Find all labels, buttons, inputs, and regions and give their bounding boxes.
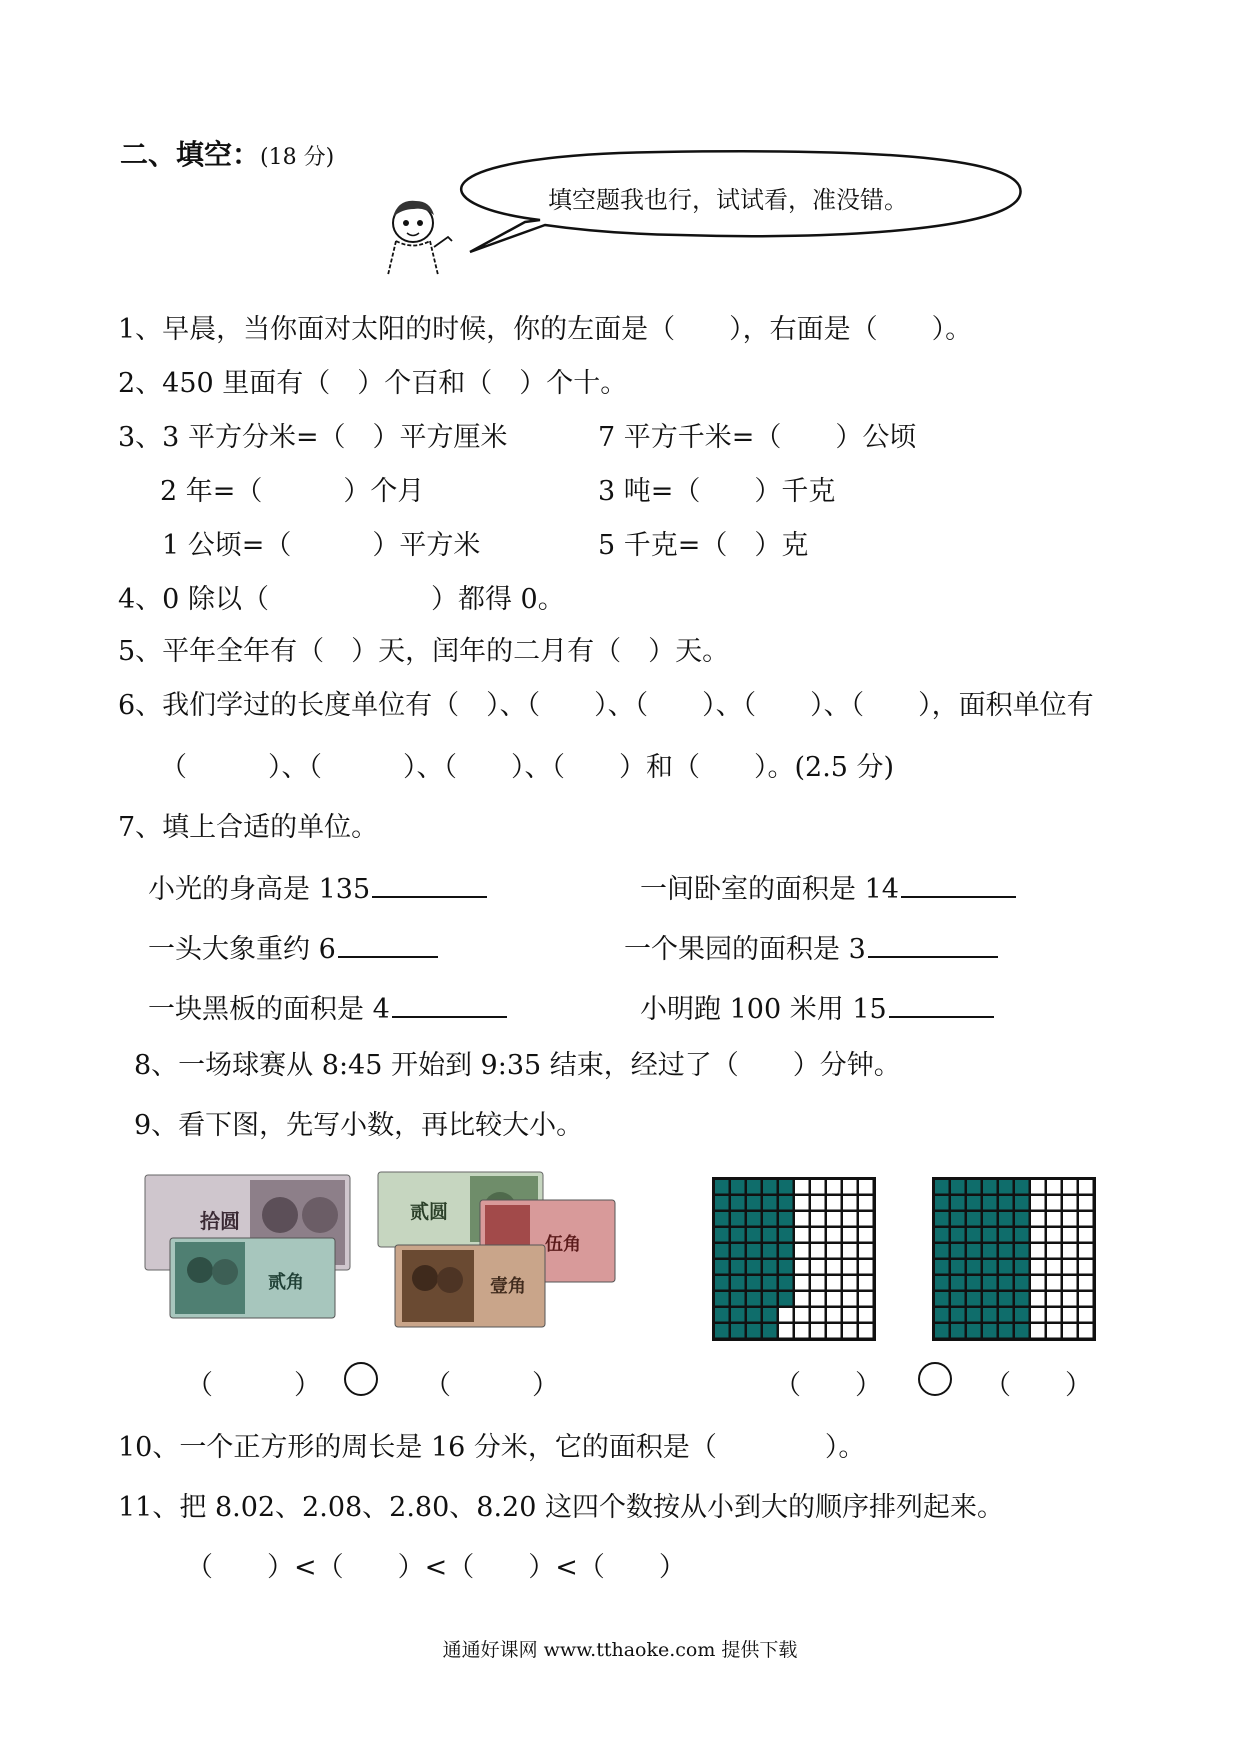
note-two-yuan-label: 贰圆 xyxy=(410,1201,449,1223)
grid-cell-shaded xyxy=(951,1196,965,1210)
grid-cell-shaded xyxy=(935,1292,949,1306)
grid-cell-shaded xyxy=(731,1276,745,1290)
grid-cell xyxy=(811,1324,825,1338)
grid-cell-shaded xyxy=(999,1212,1013,1226)
grid-cell-shaded xyxy=(999,1196,1013,1210)
grid-cell-shaded xyxy=(967,1196,981,1210)
grid-cell-shaded xyxy=(983,1196,997,1210)
grid-cell-shaded xyxy=(999,1244,1013,1258)
grid-cell-shaded xyxy=(1015,1276,1029,1290)
grid-cell xyxy=(795,1276,809,1290)
grid-cell-shaded xyxy=(967,1308,981,1322)
grid-cell-shaded xyxy=(779,1260,793,1274)
grid-cell xyxy=(811,1276,825,1290)
grid-cell-shaded xyxy=(747,1292,761,1306)
grid-cell xyxy=(859,1180,873,1194)
grid-cell xyxy=(1063,1196,1077,1210)
grid-cell xyxy=(1063,1260,1077,1274)
grid-cell-shaded xyxy=(967,1180,981,1194)
question-6-a: 6、我们学过的长度单位有（ ）、（ ）、（ ）、（ ）、（ ），面积单位有 xyxy=(118,690,1094,721)
grid-cell-shaded xyxy=(747,1228,761,1242)
grid-cell-shaded xyxy=(967,1228,981,1242)
grid-cell-shaded xyxy=(983,1260,997,1274)
q9-blank-2[interactable]: （ ） xyxy=(424,1370,559,1401)
grid-cell xyxy=(843,1324,857,1338)
grid-cell xyxy=(811,1180,825,1194)
grid-cell-shaded xyxy=(1015,1180,1029,1194)
question-3-a: 3、3 平方分米=（ ）平方厘米 xyxy=(118,422,508,453)
grid-cell-shaded xyxy=(983,1228,997,1242)
grid-cell-shaded xyxy=(747,1244,761,1258)
grid-cell-shaded xyxy=(747,1276,761,1290)
grid-cell xyxy=(811,1228,825,1242)
grid-cell xyxy=(1063,1228,1077,1242)
grid-cell xyxy=(1079,1228,1093,1242)
grid-cell-shaded xyxy=(715,1324,729,1338)
grid-cell-shaded xyxy=(1015,1228,1029,1242)
grid-cell-shaded xyxy=(747,1324,761,1338)
grid-cell xyxy=(843,1212,857,1226)
question-11: 11、把 8.02、2.08、2.80、8.20 这四个数按从小到大的顺序排列起来。 xyxy=(118,1492,1004,1523)
question-7-b xyxy=(640,870,1016,908)
grid-cell xyxy=(1079,1196,1093,1210)
grid-cell-shaded xyxy=(935,1212,949,1226)
grid-cell xyxy=(859,1292,873,1306)
grid-cell xyxy=(795,1308,809,1322)
grid-cell xyxy=(1079,1324,1093,1338)
grid-cell xyxy=(843,1308,857,1322)
grid-cell-shaded xyxy=(951,1260,965,1274)
hundred-grid-2 xyxy=(932,1177,1100,1342)
grid-cell-shaded xyxy=(999,1180,1013,1194)
question-9: 9、看下图，先写小数，再比较大小。 xyxy=(134,1110,584,1141)
grid-cell xyxy=(827,1196,841,1210)
grid-cell xyxy=(1079,1260,1093,1274)
section-title-text: 二、填空： xyxy=(120,138,261,171)
grid-cell-shaded xyxy=(715,1292,729,1306)
grid-cell-shaded xyxy=(731,1228,745,1242)
grid-cell xyxy=(1063,1212,1077,1226)
grid-cell xyxy=(1031,1260,1045,1274)
grid-cell-shaded xyxy=(747,1196,761,1210)
grid-cell xyxy=(1079,1212,1093,1226)
grid-cell-shaded xyxy=(779,1276,793,1290)
question-7-d xyxy=(624,930,998,968)
grid-cell xyxy=(1031,1276,1045,1290)
question-7-a-text: 小光的身高是 135 xyxy=(148,874,371,905)
grid-cell xyxy=(859,1244,873,1258)
grid-cell xyxy=(1079,1276,1093,1290)
grid-cell xyxy=(795,1292,809,1306)
grid-cell-shaded xyxy=(983,1308,997,1322)
grid-cell-shaded xyxy=(951,1308,965,1322)
grid-cell xyxy=(1031,1308,1045,1322)
grid-cell-shaded xyxy=(951,1276,965,1290)
grid-cell-shaded xyxy=(731,1196,745,1210)
answer-blank[interactable] xyxy=(889,990,994,1018)
question-7-d-text: 一个果园的面积是 3 xyxy=(624,934,866,965)
grid-cell-shaded xyxy=(935,1228,949,1242)
grid-cell-shaded xyxy=(999,1292,1013,1306)
grid-cell-shaded xyxy=(1015,1292,1029,1306)
grid-cell-shaded xyxy=(967,1244,981,1258)
grid-cell xyxy=(1047,1228,1061,1242)
q9-blank-4[interactable]: （ ） xyxy=(984,1370,1092,1401)
answer-blank[interactable] xyxy=(338,930,438,958)
note-two-jiao xyxy=(170,1238,335,1318)
grid-cell-shaded xyxy=(763,1228,777,1242)
grid-cell-shaded xyxy=(763,1292,777,1306)
grid-cell-shaded xyxy=(935,1196,949,1210)
grid-cell xyxy=(1047,1292,1061,1306)
grid-cell-shaded xyxy=(763,1308,777,1322)
banknotes-image xyxy=(140,1170,620,1340)
question-7-b-text: 一间卧室的面积是 14 xyxy=(640,874,899,905)
grid-cell-shaded xyxy=(763,1276,777,1290)
grid-cell-shaded xyxy=(715,1228,729,1242)
section-points: (18 分) xyxy=(260,145,335,170)
answer-blank[interactable] xyxy=(901,870,1016,898)
grid-cell xyxy=(1031,1196,1045,1210)
grid-cell xyxy=(811,1308,825,1322)
grid-cell-shaded xyxy=(779,1196,793,1210)
answer-blank[interactable] xyxy=(392,990,507,1018)
grid-cell-shaded xyxy=(967,1276,981,1290)
grid-cell xyxy=(859,1212,873,1226)
question-3-d: 3 吨=（ ）千克 xyxy=(598,476,836,507)
question-7: 7、填上合适的单位。 xyxy=(118,812,379,843)
bubble-text: 填空题我也行，试试看，准没错。 xyxy=(548,186,908,214)
grid-cell xyxy=(827,1180,841,1194)
grid-cell-shaded xyxy=(763,1244,777,1258)
note-two-jiao-label: 贰角 xyxy=(268,1272,304,1293)
grid-cell xyxy=(859,1260,873,1274)
grid-cell-shaded xyxy=(935,1308,949,1322)
grid-cell xyxy=(827,1228,841,1242)
question-7-c xyxy=(148,930,438,968)
grid-cell-shaded xyxy=(999,1276,1013,1290)
grid-cell-shaded xyxy=(731,1244,745,1258)
grid-cell xyxy=(1063,1308,1077,1322)
grid-cell-shaded xyxy=(715,1244,729,1258)
compare-circle-1[interactable] xyxy=(344,1362,378,1396)
grid-cell xyxy=(795,1196,809,1210)
question-7-e-text: 一块黑板的面积是 4 xyxy=(148,994,390,1025)
note-one-jiao-label: 壹角 xyxy=(490,1276,526,1297)
grid-cell-shaded xyxy=(983,1292,997,1306)
grid-cell xyxy=(779,1308,793,1322)
grid-cell-shaded xyxy=(763,1324,777,1338)
grid-cell xyxy=(1047,1196,1061,1210)
grid-cell-shaded xyxy=(763,1196,777,1210)
grid-cell xyxy=(1047,1276,1061,1290)
grid-cell xyxy=(1063,1180,1077,1194)
grid-cell xyxy=(811,1212,825,1226)
grid-cell-shaded xyxy=(747,1212,761,1226)
grid-cell-shaded xyxy=(1015,1260,1029,1274)
grid-cell xyxy=(811,1196,825,1210)
grid-cell-shaded xyxy=(731,1292,745,1306)
note-one-jiao xyxy=(395,1245,545,1327)
grid-cell xyxy=(795,1180,809,1194)
hundred-grid-1 xyxy=(712,1177,880,1342)
grid-cell xyxy=(1031,1180,1045,1194)
grid-cell-shaded xyxy=(935,1260,949,1274)
grid-cell-shaded xyxy=(951,1180,965,1194)
grid-cell xyxy=(1047,1308,1061,1322)
grid-cell xyxy=(795,1324,809,1338)
question-10: 10、一个正方形的周长是 16 分米，它的面积是（ ）。 xyxy=(118,1432,866,1463)
question-3-e: 1 公顷=（ ）平方米 xyxy=(162,530,481,561)
grid-cell-shaded xyxy=(731,1308,745,1322)
grid-cell-shaded xyxy=(935,1324,949,1338)
question-3-b: 7 平方千米=（ ）公顷 xyxy=(598,422,917,453)
grid-cell-shaded xyxy=(747,1260,761,1274)
grid-cell-shaded xyxy=(1015,1244,1029,1258)
grid-cell xyxy=(811,1244,825,1258)
grid-cell xyxy=(1047,1244,1061,1258)
grid-cell-shaded xyxy=(779,1292,793,1306)
grid-cell-shaded xyxy=(935,1276,949,1290)
grid-cell xyxy=(1063,1244,1077,1258)
grid-cell xyxy=(795,1228,809,1242)
question-8: 8、一场球赛从 8:45 开始到 9:35 结束，经过了（ ）分钟。 xyxy=(134,1050,901,1081)
grid-cell-shaded xyxy=(763,1260,777,1274)
question-7-a xyxy=(148,870,487,908)
grid-cell-shaded xyxy=(779,1228,793,1242)
grid-cell xyxy=(811,1292,825,1306)
grid-cell-shaded xyxy=(983,1212,997,1226)
grid-cell xyxy=(795,1212,809,1226)
grid-cell xyxy=(859,1228,873,1242)
grid-cell-shaded xyxy=(763,1180,777,1194)
grid-cell xyxy=(843,1292,857,1306)
question-7-f xyxy=(640,990,994,1028)
grid-cell-shaded xyxy=(935,1244,949,1258)
grid-cell-shaded xyxy=(983,1324,997,1338)
grid-cell xyxy=(827,1292,841,1306)
grid-cell xyxy=(779,1324,793,1338)
grid-cell-shaded xyxy=(747,1308,761,1322)
question-6-b: （ ）、（ ）、（ ）、（ ）和（ ）。(2.5 分) xyxy=(160,752,895,783)
grid-cell xyxy=(859,1196,873,1210)
grid-cell-shaded xyxy=(779,1212,793,1226)
grid-cell xyxy=(795,1260,809,1274)
question-7-c-text: 一头大象重约 6 xyxy=(148,934,336,965)
grid-cell xyxy=(843,1244,857,1258)
grid-cell-shaded xyxy=(951,1212,965,1226)
grid-cell-shaded xyxy=(983,1276,997,1290)
compare-circle-2[interactable] xyxy=(918,1362,952,1396)
grid-cell-shaded xyxy=(715,1260,729,1274)
grid-cell xyxy=(1031,1292,1045,1306)
grid-cell xyxy=(1031,1212,1045,1226)
question-1: 1、早晨，当你面对太阳的时候，你的左面是（ ），右面是（ ）。 xyxy=(118,314,973,345)
grid-cell xyxy=(1063,1292,1077,1306)
grid-cell-shaded xyxy=(715,1276,729,1290)
grid-cell-shaded xyxy=(967,1212,981,1226)
section-title xyxy=(120,133,334,173)
grid-cell xyxy=(827,1308,841,1322)
grid-cell-shaded xyxy=(747,1180,761,1194)
grid-cell-shaded xyxy=(951,1244,965,1258)
grid-cell xyxy=(1031,1244,1045,1258)
grid-cell-shaded xyxy=(983,1180,997,1194)
note-ten-yuan-label: 拾圆 xyxy=(200,1209,240,1233)
grid-cell-shaded xyxy=(999,1228,1013,1242)
grid-cell-shaded xyxy=(967,1260,981,1274)
grid-cell xyxy=(843,1228,857,1242)
grid-cell xyxy=(859,1324,873,1338)
question-2: 2、450 里面有（ ）个百和（ ）个十。 xyxy=(118,368,628,399)
grid-cell xyxy=(843,1260,857,1274)
grid-cell-shaded xyxy=(1015,1308,1029,1322)
grid-cell xyxy=(827,1276,841,1290)
grid-cell-shaded xyxy=(999,1308,1013,1322)
grid-cell xyxy=(827,1212,841,1226)
grid-cell-shaded xyxy=(951,1228,965,1242)
grid-cell-shaded xyxy=(715,1180,729,1194)
grid-cell xyxy=(1079,1292,1093,1306)
grid-cell xyxy=(1047,1180,1061,1194)
answer-blank[interactable] xyxy=(372,870,487,898)
grid-cell-shaded xyxy=(779,1180,793,1194)
grid-cell xyxy=(1063,1324,1077,1338)
grid-cell xyxy=(1047,1260,1061,1274)
answer-blank[interactable] xyxy=(868,930,998,958)
grid-cell-shaded xyxy=(715,1196,729,1210)
grid-cell xyxy=(859,1308,873,1322)
note-five-jiao-label: 伍角 xyxy=(545,1234,581,1255)
question-3-c: 2 年=（ ）个月 xyxy=(160,476,425,507)
footer-text: 通通好课网 www.tthaoke.com 提供下载 xyxy=(442,1639,798,1661)
grid-cell-shaded xyxy=(731,1324,745,1338)
grid-cell-shaded xyxy=(731,1212,745,1226)
grid-cell-shaded xyxy=(731,1260,745,1274)
grid-cell xyxy=(843,1276,857,1290)
q9-blank-3[interactable]: （ ） xyxy=(774,1370,882,1401)
grid-cell-shaded xyxy=(1015,1324,1029,1338)
grid-cell-shaded xyxy=(999,1324,1013,1338)
grid-cell xyxy=(827,1260,841,1274)
grid-cell xyxy=(827,1244,841,1258)
grid-cell-shaded xyxy=(1015,1196,1029,1210)
grid-cell xyxy=(859,1276,873,1290)
grid-cell-shaded xyxy=(999,1260,1013,1274)
grid-cell xyxy=(827,1324,841,1338)
grid-cell-shaded xyxy=(951,1292,965,1306)
grid-cell-shaded xyxy=(967,1324,981,1338)
grid-cell xyxy=(1031,1324,1045,1338)
grid-cell xyxy=(1079,1308,1093,1322)
grid-cell xyxy=(1047,1212,1061,1226)
grid-cell xyxy=(1047,1324,1061,1338)
grid-cell-shaded xyxy=(951,1324,965,1338)
grid-cell-shaded xyxy=(1015,1212,1029,1226)
grid-cell xyxy=(1079,1244,1093,1258)
question-7-f-text: 小明跑 100 米用 15 xyxy=(640,994,887,1025)
question-5: 5、平年全年有（ ）天，闰年的二月有（ ）天。 xyxy=(118,636,730,667)
question-7-e xyxy=(148,990,507,1028)
grid-cell-shaded xyxy=(983,1244,997,1258)
grid-cell xyxy=(843,1196,857,1210)
question-4: 4、0 除以（ ）都得 0。 xyxy=(118,584,565,615)
grid-cell-shaded xyxy=(967,1292,981,1306)
question-3-f: 5 千克=（ ）克 xyxy=(598,530,809,561)
grid-cell-shaded xyxy=(731,1180,745,1194)
grid-cell-shaded xyxy=(763,1212,777,1226)
grid-cell-shaded xyxy=(715,1212,729,1226)
grid-cell xyxy=(811,1260,825,1274)
q9-blank-1[interactable]: （ ） xyxy=(186,1370,321,1401)
question-11-order[interactable]: （ ）<（ ）<（ ）<（ ） xyxy=(186,1552,686,1583)
grid-cell-shaded xyxy=(715,1308,729,1322)
grid-cell xyxy=(1063,1276,1077,1290)
grid-cell xyxy=(795,1244,809,1258)
grid-cell-shaded xyxy=(779,1244,793,1258)
grid-cell-shaded xyxy=(935,1180,949,1194)
grid-cell xyxy=(1031,1228,1045,1242)
grid-cell xyxy=(1079,1180,1093,1194)
cartoon-kid-image xyxy=(378,195,458,280)
grid-cell xyxy=(843,1180,857,1194)
